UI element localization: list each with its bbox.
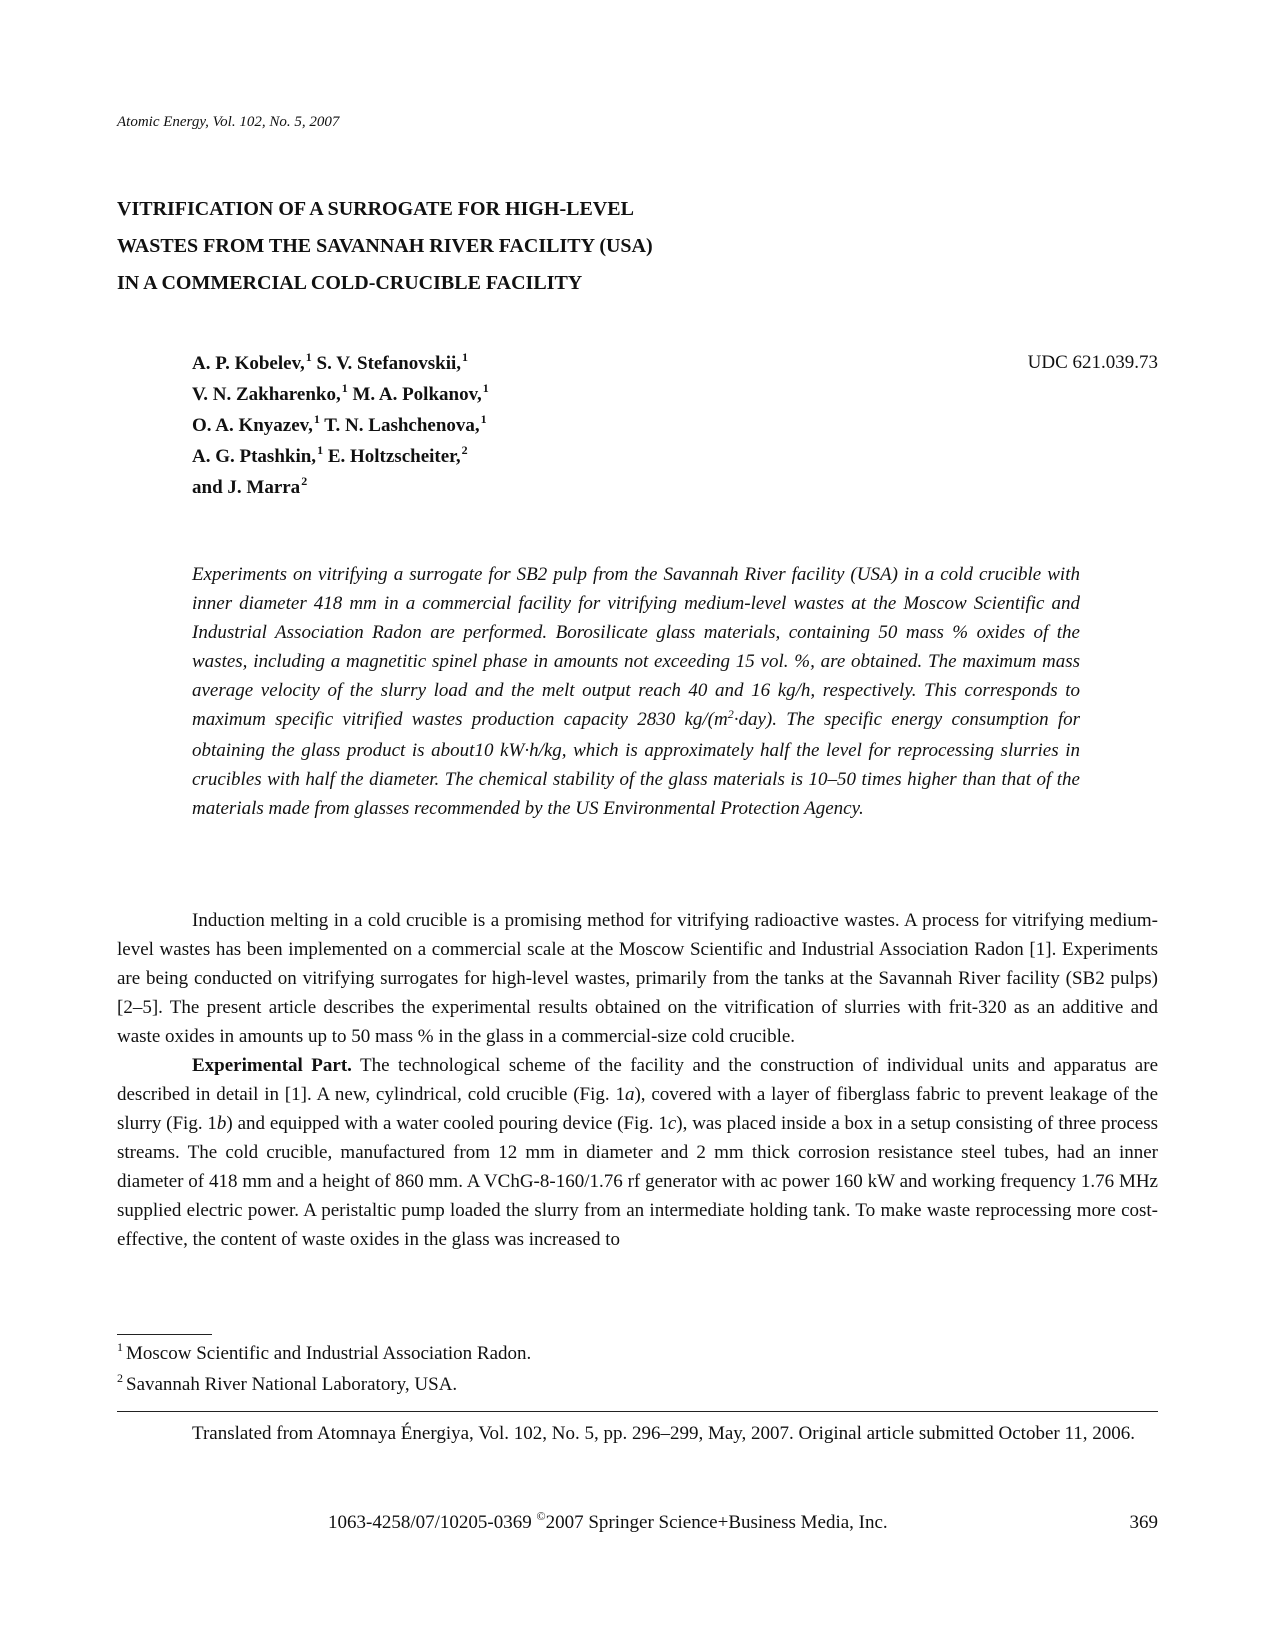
- author-name: A. G. Ptashkin,: [192, 446, 317, 467]
- paragraph-text: ), was placed inside a box in a setup consisting of three process streams. The cold crucible, manufactured from 12 mm in diameter and 2 mm thick corrosion resistance steel tubes, had an inner diameter of 418 mm and a height of 860 mm. A VChG-8-160/1.76 rf generator with ac power 160 kW and working frequency 1.76 MHz supplied electric power. A peristaltic pump loaded the slurry from an intermediate holding tank. To make waste reprocessing more cost-effective, the content of waste oxides in the glass was increased to: [117, 1113, 1158, 1250]
- abstract: [192, 560, 1080, 823]
- footnote-text: Moscow Scientific and Industrial Association Radon.: [126, 1343, 532, 1364]
- abstract-text: Experiments on vitrifying a surrogate for SB2 pulp from the Savannah River facility (USA) in a cold crucible with inner diameter 418 mm in a commercial facility for vitrifying medium-level wastes at the Moscow Scientific and Industrial Association Radon are performed. Borosilicate glass materials, containing 50 mass % oxides of the wastes, including a magnetitic spinel phase in amounts not exceeding 15 vol. %, are obtained. The maximum mass average velocity of the slurry load and the melt output reach 40 and 16 kg/h, respectively. This corresponds to maximum specific vitrified wastes production capacity 2830 kg/(m: [192, 564, 1080, 730]
- affiliation-mark: 1: [482, 381, 489, 395]
- figure-ref: a: [624, 1084, 635, 1105]
- author-name: T. N. Lashchenova,: [324, 415, 480, 436]
- footnote-mark: 2: [117, 1371, 123, 1385]
- author-list: [192, 349, 712, 504]
- title-line: WASTES FROM THE SAVANNAH RIVER FACILITY (USA): [117, 235, 653, 257]
- affiliation-mark: 2: [301, 474, 308, 488]
- affiliation-mark: 1: [480, 412, 487, 426]
- author-name: and J. Marra: [192, 477, 301, 498]
- affiliation-mark: 1: [462, 350, 469, 364]
- author-line: [192, 380, 712, 411]
- section-heading: Experimental Part.: [192, 1055, 352, 1076]
- author-line: [192, 349, 712, 380]
- footnotes: [117, 1339, 1017, 1401]
- copyright-text: 2007 Springer Science+Business Media, Inc.: [545, 1512, 888, 1533]
- affiliation-mark: 2: [461, 443, 468, 457]
- author-name: O. A. Knyazev,: [192, 415, 313, 436]
- issn: 1063-4258/07/10205-0369: [328, 1512, 532, 1533]
- title-line: VITRIFICATION OF A SURROGATE FOR HIGH-LEVEL: [117, 198, 634, 220]
- author-line: [192, 473, 712, 504]
- affiliation-mark: 1: [313, 412, 320, 426]
- footnote-mark: 1: [117, 1340, 123, 1354]
- journal-header: Atomic Energy, Vol. 102, No. 5, 2007: [117, 114, 340, 130]
- title-line: IN A COMMERCIAL COLD-CRUCIBLE FACILITY: [117, 272, 583, 294]
- affiliation-mark: 1: [305, 350, 312, 364]
- article-title: [117, 191, 1017, 302]
- paragraph: Induction melting in a cold crucible is a promising method for vitrifying radioactive wastes. A process for vitrifying medium-level wastes has been implemented on a commercial scale at the Moscow Scientific and Industrial Association Radon [1]. Experiments are being conducted on vitrifying surrogates for high-level wastes, primarily from the tanks at the Savannah River facility (SB2 pulps) [2–5]. The present article describes the experimental results obtained on the vitrification of slurries with frit-320 as an additive and waste oxides in amounts up to 50 mass % in the glass in a commercial-size cold crucible.: [117, 910, 1158, 1047]
- body-text: [117, 906, 1158, 1254]
- affiliation-mark: 1: [317, 443, 324, 457]
- udc-code: UDC 621.039.73: [1027, 352, 1158, 373]
- copyright-line: [328, 1511, 888, 1536]
- author-line: [192, 411, 712, 442]
- footnote-text: Savannah River National Laboratory, USA.: [126, 1374, 458, 1395]
- affiliation-mark: 1: [341, 381, 348, 395]
- superscript: 2: [727, 707, 734, 721]
- figure-ref: b: [216, 1113, 227, 1134]
- paragraph: [117, 1051, 1158, 1254]
- paragraph-text: ) and equipped with a water cooled pouring device (Fig. 1: [226, 1113, 668, 1134]
- footnote: [117, 1370, 1017, 1401]
- abstract-text: ·day). The specific energy consumption for obtaining the glass product is about10 kW·h/kg, which is approximately half the level for reprocessing slurries in crucibles with half the diameter. The chemical stability of the glass materials is 10–50 times higher than that of the materials made from glasses recommended by the US Environmental Protection Agency.: [192, 709, 1081, 819]
- copyright-symbol: ©: [536, 1509, 546, 1523]
- author-name: E. Holtzscheiter,: [327, 446, 461, 467]
- separator-rule: [117, 1411, 1158, 1412]
- paragraph-text: The technological scheme of the facility and the construction of individual units and apparatus are described in detail in [1]. A new, cylindrical, cold crucible (Fig. 1: [117, 1055, 1159, 1105]
- figure-ref: c: [667, 1113, 677, 1134]
- author-name: M. A. Polkanov,: [352, 384, 482, 405]
- author-name: A. P. Kobelev,: [192, 353, 305, 374]
- author-name: S. V. Stefanovskii,: [316, 353, 462, 374]
- author-name: V. N. Zakharenko,: [192, 384, 341, 405]
- paragraph-text: ), covered with a layer of fiberglass fabric to prevent leakage of the slurry (Fig. 1: [117, 1084, 1159, 1134]
- author-line: [192, 442, 712, 473]
- translation-note: Translated from Atomnaya Énergiya, Vol. 102, No. 5, pp. 296–299, May, 2007. Original article submitted October 11, 2006.: [192, 1423, 1136, 1444]
- page-number: 369: [1129, 1512, 1158, 1533]
- footnote-rule: [117, 1334, 212, 1335]
- footnote: [117, 1339, 1017, 1370]
